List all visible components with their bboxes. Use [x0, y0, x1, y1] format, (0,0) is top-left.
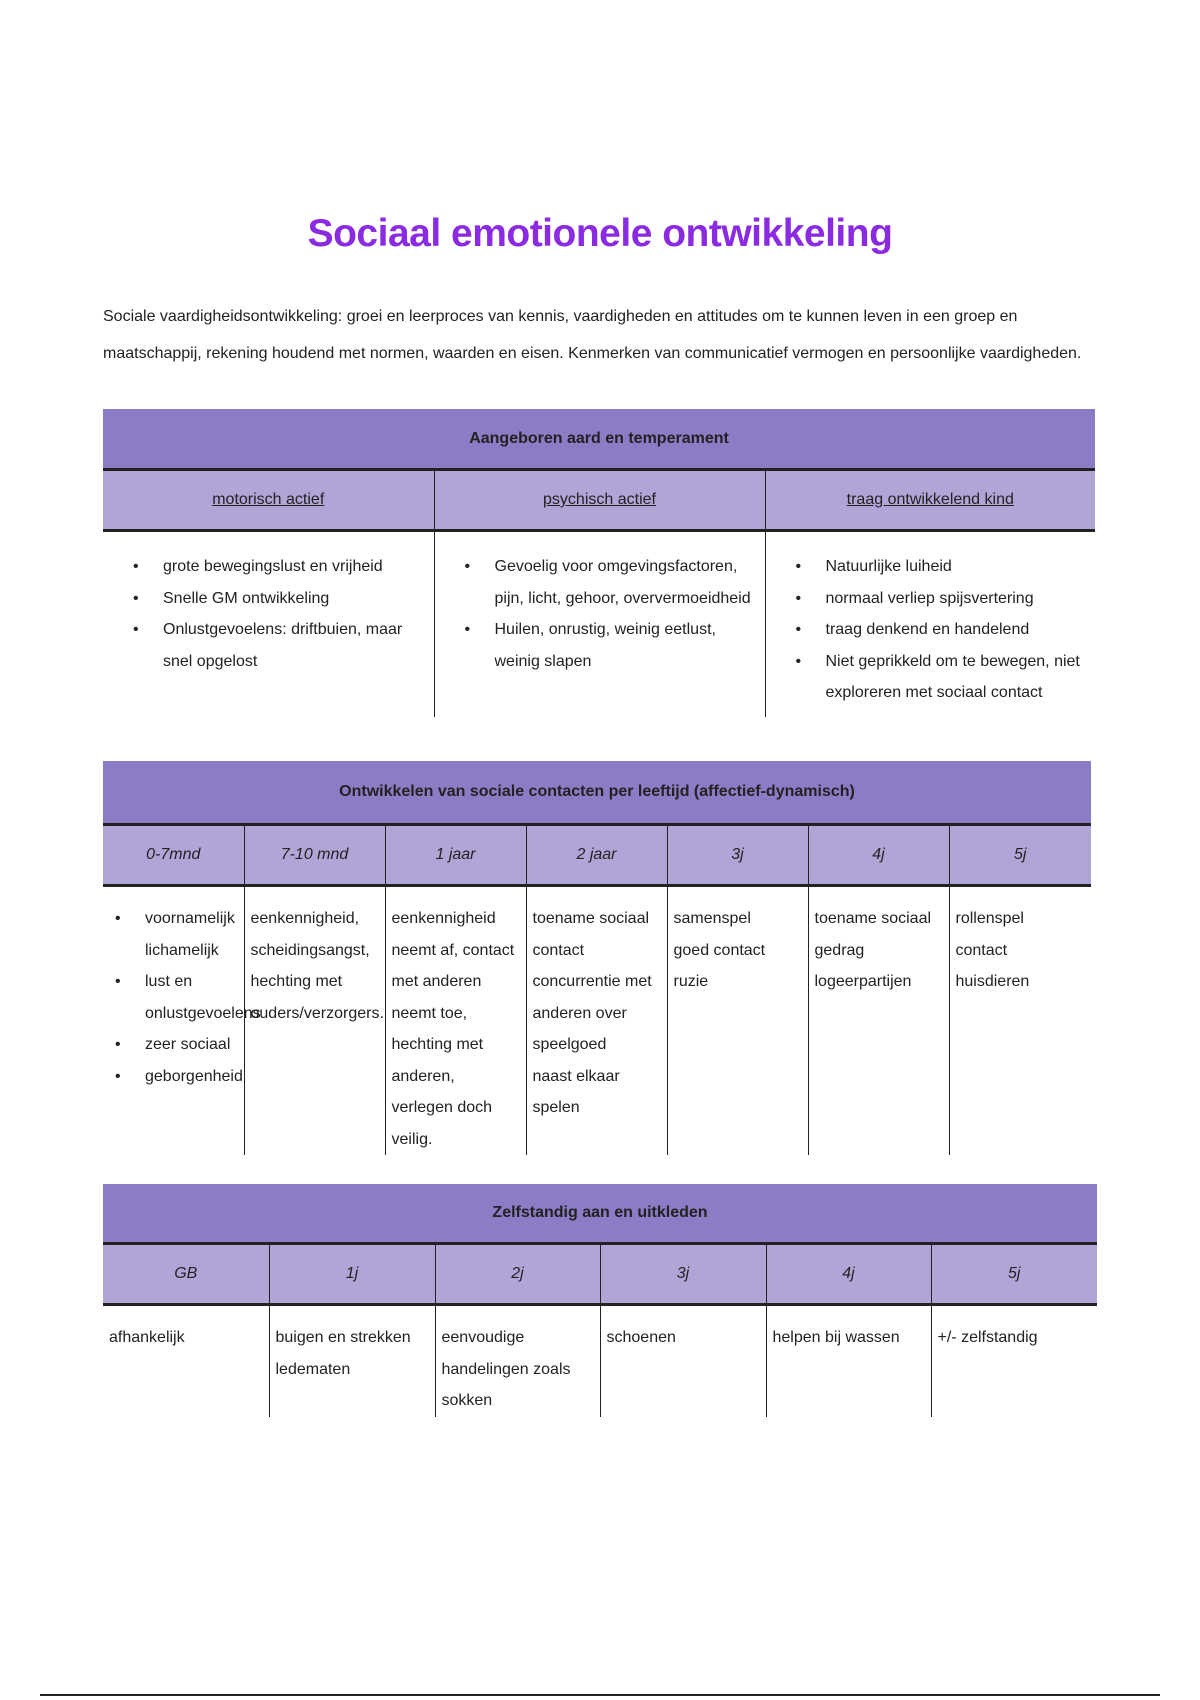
column-header: psychisch actief — [434, 470, 765, 531]
table-cell: helpen bij wassen — [766, 1305, 931, 1417]
table-cell: eenkennigheid neemt af, contact met anderen neemt toe, hechting met anderen, verlegen doch veilig. — [385, 886, 526, 1156]
list-item: • voornamelijk lichamelijk — [115, 903, 240, 966]
list-item: • Gevoelig voor omgevingsfactoren, pijn, licht, gehoor, oververmoeidheid — [465, 551, 753, 614]
page-title: Sociaal emotionele ontwikkeling — [307, 212, 893, 255]
column-header: 5j — [949, 825, 1091, 886]
column-header: 3j — [600, 1244, 766, 1305]
list-item: • Huilen, onrustig, weinig eetlust, weinig slapen — [465, 614, 753, 677]
column-header: 5j — [931, 1244, 1097, 1305]
list-item: • Snelle GM ontwikkeling — [133, 583, 422, 615]
table-cell: eenvoudige handelingen zoals sokken — [435, 1305, 600, 1417]
list-item: • Onlustgevoelens: driftbuien, maar snel opgelost — [133, 614, 422, 677]
table-cell — [765, 531, 1095, 717]
table-cell: samenspel goed contact ruzie — [667, 886, 808, 1156]
table-cell: rollenspel contact huisdieren — [949, 886, 1091, 1156]
social-contacts-header: Ontwikkelen van sociale contacten per leeftijd (affectief-dynamisch) — [103, 761, 1091, 825]
column-header: 4j — [766, 1244, 931, 1305]
column-header: 3j — [667, 825, 808, 886]
column-header: GB — [103, 1244, 269, 1305]
dressing-table-header: Zelfstandig aan en uitkleden — [103, 1184, 1097, 1244]
column-header: 2 jaar — [526, 825, 667, 886]
temperament-table — [103, 409, 1095, 717]
column-header: 0-7mnd — [103, 825, 244, 886]
column-header: 2j — [435, 1244, 600, 1305]
list-item: • grote bewegingslust en vrijheid — [133, 551, 422, 583]
temperament-table-header: Aangeboren aard en temperament — [103, 409, 1095, 470]
page-bottom-rule — [40, 1694, 1160, 1696]
table-cell: toename sociaal gedrag logeerpartijen — [808, 886, 949, 1156]
social-contacts-table — [103, 761, 1091, 1155]
intro-paragraph: Sociale vaardigheidsontwikkeling: groei en leerproces van kennis, vaardigheden en attitudes om te kunnen leven in een groep en maatschappij, rekening houdend met normen, waarden en eisen. Kenmerken van communicatief vermogen en persoonlijke vaardigheden. — [103, 308, 1082, 362]
table-cell: afhankelijk — [109, 1329, 185, 1346]
list-item: • Natuurlijke luiheid — [796, 551, 1084, 583]
list-item: • traag denkend en handelend — [796, 614, 1084, 646]
column-header: 4j — [808, 825, 949, 886]
list-item: • lust en onlustgevoelens — [115, 966, 240, 1029]
list-item: • zeer sociaal — [115, 1029, 240, 1061]
column-header: traag ontwikkelend kind — [765, 470, 1095, 531]
column-header: 7-10 mnd — [244, 825, 385, 886]
table-cell — [103, 531, 434, 717]
list-item: • Niet geprikkeld om te bewegen, niet exploreren met sociaal contact — [796, 646, 1084, 709]
table-cell: schoenen — [600, 1305, 766, 1417]
table-cell: toename sociaal contact concurrentie met anderen over speelgoed naast elkaar spelen — [526, 886, 667, 1156]
dressing-table — [103, 1184, 1097, 1417]
table-cell — [103, 886, 261, 1156]
column-header: 1 jaar — [385, 825, 526, 886]
table-cell: buigen en strekken ledematen — [269, 1305, 435, 1417]
table-cell: eenkennigheid, scheidingsangst, hechting met ouders/verzorgers. — [244, 886, 385, 1156]
column-header: motorisch actief — [103, 470, 434, 531]
column-header: 1j — [269, 1244, 435, 1305]
list-item: • normaal verliep spijsvertering — [796, 583, 1084, 615]
list-item: • geborgenheid — [115, 1061, 240, 1093]
table-cell: +/- zelfstandig — [931, 1305, 1097, 1417]
table-cell — [434, 531, 765, 717]
